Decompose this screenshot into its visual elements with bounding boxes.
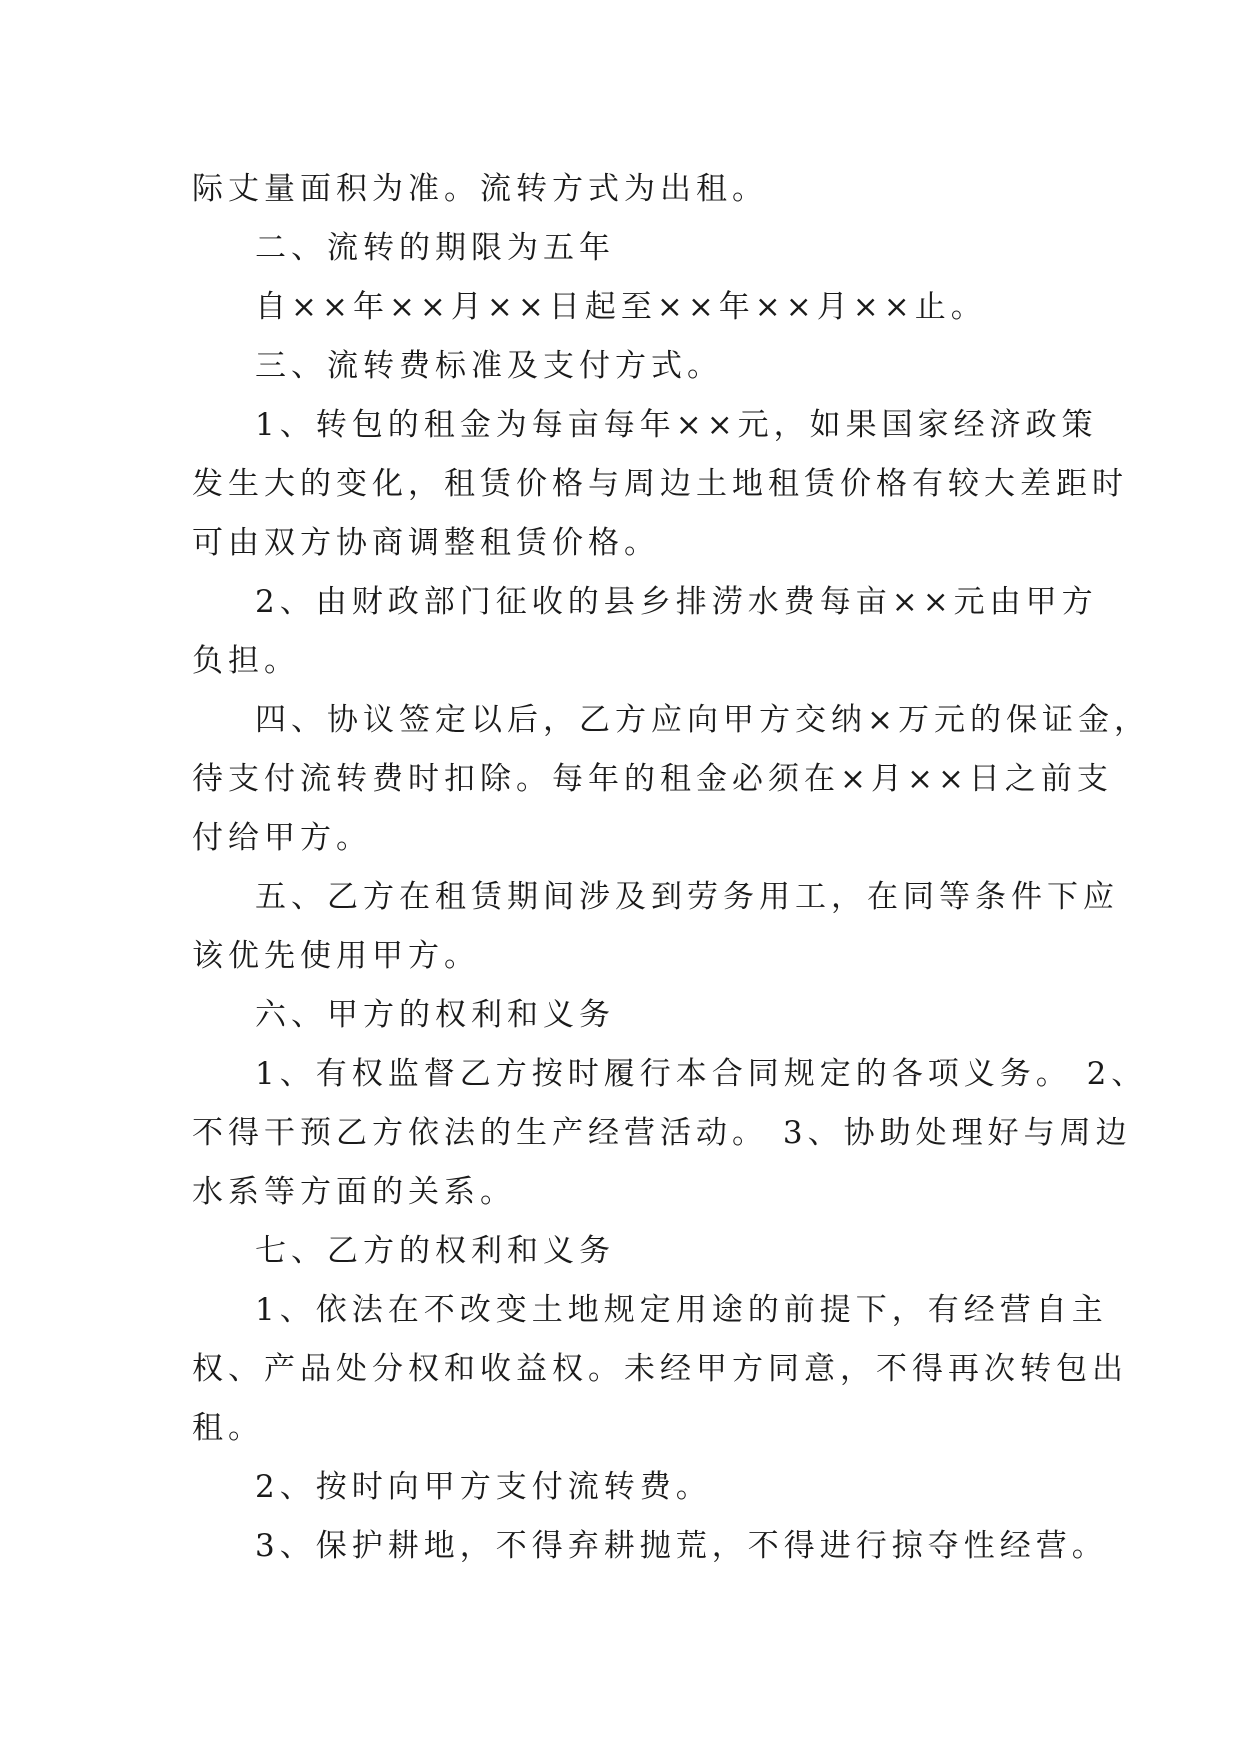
paragraph-line: 际丈量面积为准。流转方式为出租。	[192, 171, 768, 207]
paragraph-line: 1、转包的租金为每亩每年××元，如果国家经济政策	[255, 407, 1098, 443]
section-heading-term: 二、流转的期限为五年	[255, 230, 615, 266]
paragraph-line: 2、由财政部门征收的县乡排涝水费每亩××元由甲方	[255, 584, 1098, 620]
paragraph-line: 四、协议签定以后，乙方应向甲方交纳×万元的保证金，	[255, 702, 1150, 738]
paragraph-line: 租。	[192, 1410, 264, 1446]
section-heading-party-a: 六、甲方的权利和义务	[255, 997, 615, 1033]
paragraph-line: 3、保护耕地，不得弃耕抛荒，不得进行掠夺性经营。	[255, 1528, 1108, 1564]
paragraph-line: 五、乙方在租赁期间涉及到劳务用工，在同等条件下应	[255, 879, 1119, 915]
paragraph-line: 权、产品处分权和收益权。未经甲方同意，不得再次转包出	[192, 1351, 1128, 1387]
paragraph-line: 1、有权监督乙方按时履行本合同规定的各项义务。 2、	[255, 1056, 1148, 1092]
paragraph-line: 发生大的变化，租赁价格与周边土地租赁价格有较大差距时	[192, 466, 1128, 502]
document-body	[192, 160, 1150, 1576]
paragraph-line: 不得干预乙方依法的生产经营活动。 3、协助处理好与周边	[192, 1115, 1132, 1151]
paragraph-line: 1、依法在不改变土地规定用途的前提下，有经营自主	[255, 1292, 1108, 1328]
paragraph-line: 自××年××月××日起至××年××月××止。	[255, 289, 987, 325]
section-heading-party-b: 七、乙方的权利和义务	[255, 1233, 615, 1269]
paragraph-line: 负担。	[192, 643, 300, 679]
paragraph-line: 待支付流转费时扣除。每年的租金必须在×月××日之前支	[192, 761, 1113, 797]
paragraph-line: 可由双方协商调整租赁价格。	[192, 525, 660, 561]
paragraph-line: 2、按时向甲方支付流转费。	[255, 1469, 712, 1505]
section-heading-fees: 三、流转费标准及支付方式。	[255, 348, 723, 384]
paragraph-line: 该优先使用甲方。	[192, 938, 480, 974]
paragraph-line: 水系等方面的关系。	[192, 1174, 516, 1210]
paragraph-line: 付给甲方。	[192, 820, 372, 856]
